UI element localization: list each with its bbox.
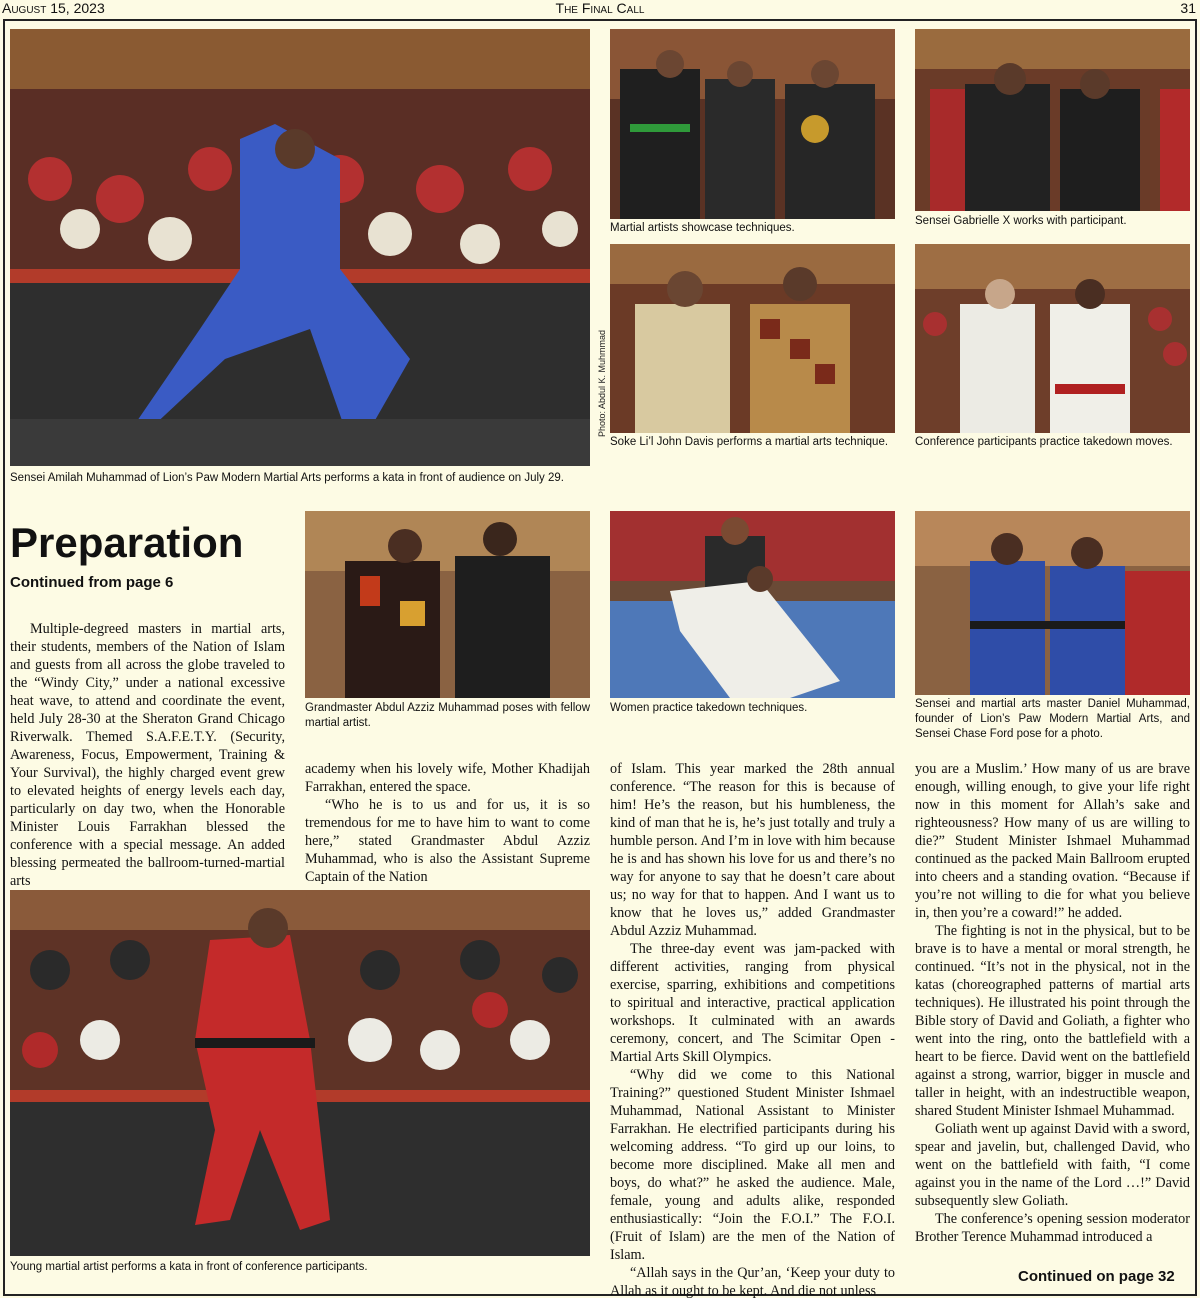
photo-credit: Photo: Abdul K. Muhmmad xyxy=(597,329,607,437)
photo-showcase xyxy=(610,29,895,219)
paragraph: “Why did we come to this National Training?” questioned Student Minister Ishmael Muhammad, National Assistant to Minister Farrakhan. He electrified participants during his welcoming address. “To gird up our loins, to become more disciplined. Make all men and boys, do what?” he asked the audience. Male, female, young and adults alike, responded enthusiastically: “Join the F.O.I.” The F.O.I. (Fruit of Islam) are the men of the Nation of Islam. xyxy=(610,1067,895,1263)
continued-from: Continued from page 6 xyxy=(10,574,174,591)
article-column-3 xyxy=(610,760,895,1298)
photo-kata-blue xyxy=(10,29,590,466)
photo-showcase-image xyxy=(610,29,895,219)
paragraph: The conference’s opening session moderator Brother Terence Muhammad introduced a xyxy=(915,1211,1190,1245)
caption-takedown: Conference participants practice takedown moves. xyxy=(915,436,1173,448)
paragraph: of Islam. This year marked the 28th annual conference. “The reason for this is because of him! He’s the reason, but his humbleness, the kind of man that he is, he’s just totally and truly a humble person. And I’m in love with him because he is and has shown his love for us and there’s no way for anyone to say that he doesn’t care about us; no way for that to happen. And I want us to know that he loves us,” added Grandmaster Abdul Azziz Muhammad. xyxy=(610,761,895,939)
photo-grandmaster-image xyxy=(305,511,590,698)
caption-daniel: Sensei and martial arts master Daniel Muhammad, founder of Lion’s Paw Modern Martial Arts, and Sensei Chase Ford pose for a photo. xyxy=(915,698,1190,740)
paragraph: “Allah says in the Qur’an, ‘Keep your duty to Allah as it ought to be kept. And die not unless xyxy=(610,1265,895,1298)
paragraph: The three-day event was jam-packed with different activities, ranging from physical exercise, sparring, exhibitions and competitions to spiritual and interactive, practical application workshops. It culminated with an awards ceremony, concert, and The Scimitar Open - Martial Arts Skill Olympics. xyxy=(610,941,895,1065)
photo-daniel-image xyxy=(915,511,1190,695)
paragraph: “Who he is to us and for us, it is so tremendous for me to have him to want to come here,” stated Grandmaster Abdul Azziz Muhammad, who is also the Assistant Supreme Captain of the Nation xyxy=(305,797,590,885)
photo-soke-image xyxy=(610,244,895,433)
continued-on: Continued on page 32 xyxy=(1018,1268,1175,1285)
paragraph: academy when his lovely wife, Mother Khadijah Farrakhan, entered the space. xyxy=(305,761,590,795)
article-column-1 xyxy=(10,620,285,890)
caption-kata-blue: Sensei Amilah Muhammad of Lion’s Paw Modern Martial Arts performs a kata in front of audience on July 29. xyxy=(10,472,564,484)
photo-takedown-image xyxy=(915,244,1190,433)
caption-soke: Soke Li’l John Davis performs a martial arts technique. xyxy=(610,436,889,448)
page-header xyxy=(0,0,1200,18)
article-column-2 xyxy=(305,760,590,886)
photo-daniel xyxy=(915,511,1190,695)
photo-kata-red-image xyxy=(10,890,590,1256)
page-number: 31 xyxy=(1180,0,1196,16)
photo-kata-red xyxy=(10,890,590,1256)
photo-takedown xyxy=(915,244,1190,433)
caption-grandmaster: Grandmaster Abdul Azziz Muhammad poses with fellow martial artist. xyxy=(305,702,590,729)
photo-gabrielle-image xyxy=(915,29,1190,211)
publication-name: The Final Call xyxy=(555,0,645,16)
caption-gabrielle: Sensei Gabrielle X works with participant. xyxy=(915,215,1127,227)
photo-soke xyxy=(610,244,895,433)
article-column-4 xyxy=(915,760,1190,1246)
photo-grandmaster xyxy=(305,511,590,698)
photo-gabrielle xyxy=(915,29,1190,211)
paragraph: you are a Muslim.’ How many of us are brave enough, willing enough, to give your life right now in this moment for Allah’s sake and righteousness? How many of us are willing to die?” Student Minister Ishmael Muhammad continued as the packed Main Ballroom erupted into cheers and a standing ovation. “Because if you’re not willing to die for what you believe in, then you’re a coward!” he added. xyxy=(915,761,1190,921)
paragraph: Multiple-degreed masters in martial arts, their students, members of the Nation of Islam and guests from all across the globe traveled to the “Windy City,” under a national excessive heat wave, to attend and coordinate the event, held July 28-30 at the Sheraton Grand Chicago Riverwalk. Themed S.A.F.E.T.Y. (Security, Awareness, Focus, Empowerment, Training & Your Survival), the highly charged event grew to elevated heights of energy levels each day, particularly on day two, when the Honorable Minister Louis Farrakhan blessed the conference with a special message. An added blessing permeated the ballroom-turned-martial arts xyxy=(10,621,285,889)
photo-women xyxy=(610,511,895,698)
caption-women: Women practice takedown techniques. xyxy=(610,702,808,714)
paragraph: The fighting is not in the physical, but to be brave is to have a mental or moral strength, he continued. “It’s not in the physical, not in the katas (choreographed patterns of martial arts techniques). He illustrated his point through the Bible story of David and Goliath, a fighter who went into the ring, onto the battlefield with a heart to be fierce. David went on the battlefield against a strong, warrior, bigger in muscle and taller in height, with an indestructible weapon, shared Student Minister Ishmael Muhammad. xyxy=(915,923,1190,1119)
article-headline: Preparation xyxy=(10,519,244,566)
caption-showcase: Martial artists showcase techniques. xyxy=(610,222,795,234)
photo-kata-blue-image xyxy=(10,29,590,466)
caption-kata-red: Young martial artist performs a kata in front of conference participants. xyxy=(10,1261,368,1273)
photo-women-image xyxy=(610,511,895,698)
paragraph: Goliath went up against David with a sword, spear and javelin, but, challenged David, who went on the battlefield with faith, “I come against you in the name of the Lord …!” David subsequently slew Goliath. xyxy=(915,1121,1190,1209)
issue-date: August 15, 2023 xyxy=(2,0,105,16)
